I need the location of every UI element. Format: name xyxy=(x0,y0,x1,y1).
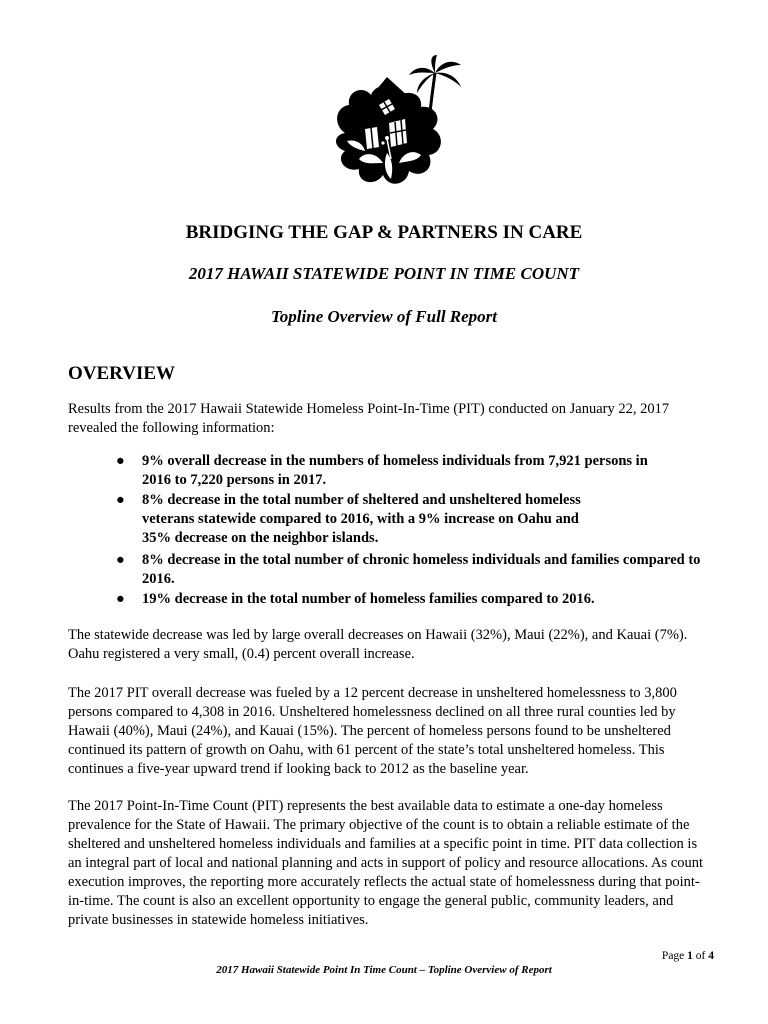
overview-intro-paragraph: Results from the 2017 Hawaii Statewide Homeless Point-In-Time (PIT) conducted on January 22, 2017 revealed the following information: xyxy=(68,401,670,436)
page-current: 1 xyxy=(687,950,693,962)
report-topline: Topline Overview of Full Report xyxy=(270,307,498,326)
bullet-icon: ● xyxy=(116,492,125,508)
page-footer: 2017 Hawaii Statewide Point In Time Count – Topline Overview of Report xyxy=(216,964,552,976)
pit-count-paragraph: The 2017 Point-In-Time Count (PIT) represents the best available data to estimate a one-day homeless prevalence for the State of Hawaii. The primary objective of the count is to obtain a reliable estimate of the sheltered and unsheltered homeless individuals and families at a specific point in time. PIT data collection is an integral part of local and national planning and acts in support of policy and resource allocations. As count execution improves, the reporting more accurately reflects the actual state of homelessness during that point-in-time. The count is also an excellent opportunity to engage the general public, community leaders, and private businesses in statewide homeless initiatives. xyxy=(68,798,703,928)
bullet-icon: ● xyxy=(116,453,125,469)
report-title: BRIDGING THE GAP & PARTNERS IN CARE xyxy=(185,222,583,243)
findings-list xyxy=(68,452,708,610)
page-label: Page xyxy=(661,950,685,962)
statewide-paragraph: The statewide decrease was led by large overall decreases on Hawaii (32%), Maui (22%), and Kauai (7%). Oahu registered a very small, (0.4) percent overall increase. xyxy=(68,627,688,662)
list-item-text: 8% decrease in the total number of chronic homeless individuals and families compared to 2016. xyxy=(142,552,701,587)
page-total: 4 xyxy=(708,950,714,962)
list-item xyxy=(68,452,662,490)
list-item-text: 8% decrease in the total number of sheltered and unsheltered homeless veterans statewide compared to 2016, with a 9% increase on Oahu and 35% decrease on the neighbor islands. xyxy=(142,492,581,546)
page-of: of xyxy=(695,950,706,962)
list-item-text: 19% decrease in the total number of homeless families compared to 2016. xyxy=(142,591,595,607)
bullet-icon: ● xyxy=(116,552,125,568)
list-item xyxy=(68,491,602,548)
pit-decrease-paragraph: The 2017 PIT overall decrease was fueled by a 12 percent decrease in unsheltered homelessness to 3,800 persons compared to 4,308 in 2016. Unsheltered homelessness declined on all three rural counties led by Hawaii (40%), Maui (24%), and Kauai (15%). The percent of homeless persons found to be unsheltered continued its pattern of growth on Oahu, with 61 percent of the state’s total unsheltered homeless. This continues a five-year upward trend if looking back to 2012 as the baseline year. xyxy=(68,685,677,777)
bullet-icon: ● xyxy=(116,591,125,607)
list-item-text: 9% overall decrease in the numbers of homeless individuals from 7,921 persons in 2016 to 7,220 persons in 2017. xyxy=(142,453,648,488)
list-item xyxy=(68,590,708,609)
list-item xyxy=(68,551,708,589)
report-subtitle: 2017 HAWAII STATEWIDE POINT IN TIME COUNT xyxy=(188,264,580,283)
page-number xyxy=(662,950,714,962)
hibiscus-house-palm-logo-icon xyxy=(325,55,465,205)
overview-heading: OVERVIEW xyxy=(68,363,176,384)
